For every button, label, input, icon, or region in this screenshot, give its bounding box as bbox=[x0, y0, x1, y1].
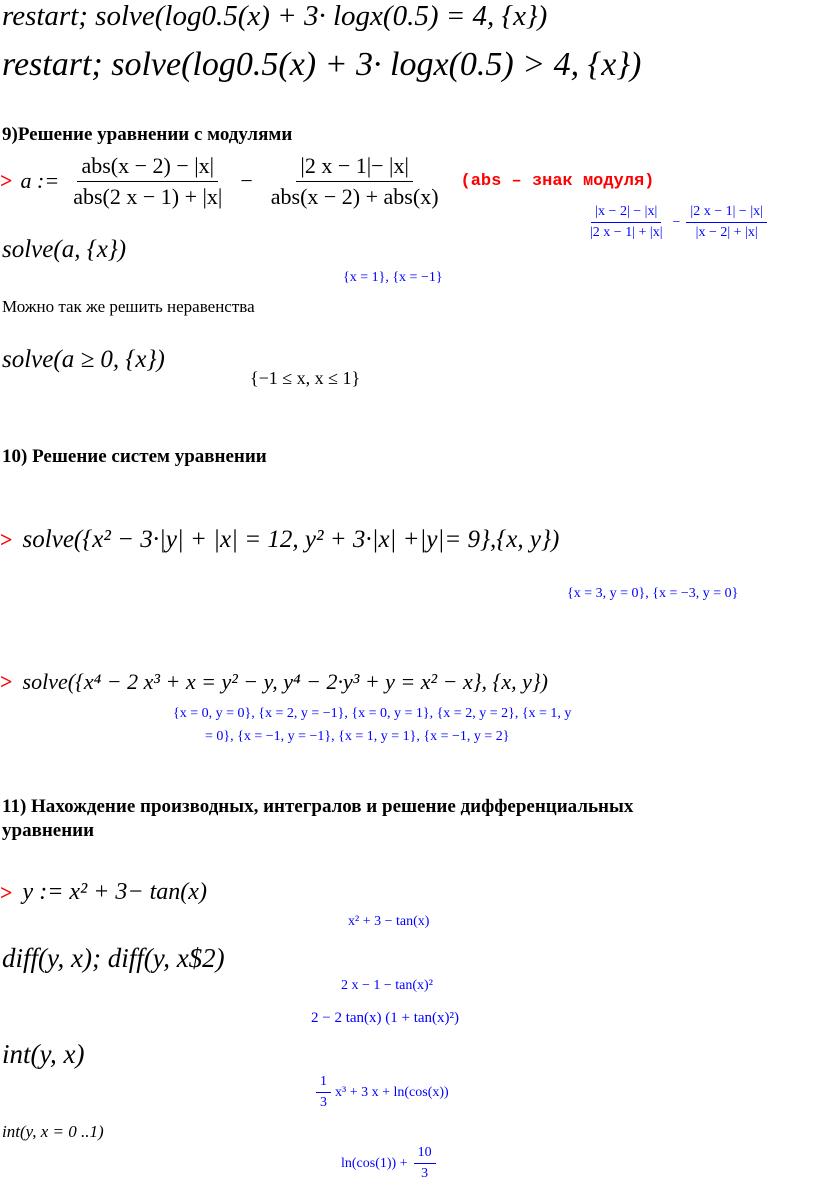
solve-a-output: {x = 1}, {x = −1} bbox=[343, 270, 443, 285]
a-output-fraction-1 bbox=[586, 204, 667, 241]
a-assign-lhs: a := bbox=[20, 168, 60, 193]
solve-inequality-command[interactable]: solve(a ≥ 0, {x}) bbox=[2, 346, 165, 373]
prompt-marker: > bbox=[0, 527, 13, 552]
section-11-heading-line-1: 11) Нахождение производных, интегралов и решение дифференциальных bbox=[2, 796, 634, 817]
section-10-heading: 10) Решение систем уравнении bbox=[2, 446, 267, 467]
fraction-denominator: |x − 2| + |x| bbox=[695, 225, 758, 240]
maple-command-inequality[interactable]: restart; solve(log0.5(x) + 3· logx(0.5) > 4, {x}) bbox=[2, 46, 642, 83]
system-1-command: solve({x² − 3·|y| + |x| = 12, y² + 3·|x| +|y|= 9},{x, y}) bbox=[22, 526, 560, 553]
int-output-rest: x³ + 3 x + ln(cos(x)) bbox=[335, 1084, 449, 1100]
solve-a-command[interactable]: solve(a, {x}) bbox=[2, 236, 127, 263]
fraction-denominator: abs(x − 2) + abs(x) bbox=[270, 183, 439, 209]
fraction-denominator: 3 bbox=[421, 1166, 429, 1181]
system-2-row[interactable] bbox=[0, 669, 548, 695]
a-output-fraction-2 bbox=[686, 204, 767, 241]
prompt-marker: > bbox=[0, 879, 13, 905]
int-command[interactable]: int(y, x) bbox=[2, 1039, 85, 1069]
y-definition-command: y := x² + 3− tan(x) bbox=[22, 879, 207, 905]
fraction-denominator: 3 bbox=[320, 1095, 327, 1110]
system-1-row[interactable] bbox=[0, 526, 559, 554]
a-fraction-1 bbox=[69, 153, 226, 210]
a-fraction-2 bbox=[267, 153, 443, 210]
fraction-denominator: |2 x − 1| + |x| bbox=[590, 225, 663, 240]
minus-sign: − bbox=[672, 214, 681, 230]
prompt-marker: > bbox=[0, 669, 13, 694]
minus-sign: − bbox=[240, 168, 253, 193]
abs-comment: (abs – знак модуля) bbox=[460, 171, 655, 191]
definite-int-output-lead: ln(cos(1)) + bbox=[341, 1155, 408, 1171]
system-2-output-line-1: {x = 0, y = 0}, {x = 2, y = −1}, {x = 0, y = 1}, {x = 2, y = 2}, {x = 1, y bbox=[173, 706, 572, 721]
fraction-numerator: abs(x − 2) − |x| bbox=[77, 153, 218, 182]
diff-output-1: 2 x − 1 − tan(x)² bbox=[341, 978, 433, 993]
section-11-heading-line-2: уравнении bbox=[2, 820, 95, 841]
solve-inequality-output: {−1 ≤ x, x ≤ 1} bbox=[250, 368, 361, 388]
system-2-command: solve({x⁴ − 2 x³ + x = y² − y, y⁴ − 2·y³ + y = x² − x}, {x, y}) bbox=[22, 669, 549, 694]
fraction-numerator: |x − 2| − |x| bbox=[591, 204, 661, 223]
system-2-output-line-2: = 0}, {x = −1, y = −1}, {x = 1, y = 1}, {x = −1, y = 2} bbox=[205, 729, 510, 744]
definite-int-command[interactable]: int(y, x = 0 ..1) bbox=[2, 1122, 104, 1141]
system-1-output: {x = 3, y = 0}, {x = −3, y = 0} bbox=[567, 586, 739, 601]
fraction-denominator: abs(2 x − 1) + |x| bbox=[73, 183, 223, 209]
definite-int-output-fraction bbox=[414, 1145, 436, 1182]
int-output bbox=[316, 1074, 449, 1111]
maple-command-equation[interactable]: restart; solve(log0.5(x) + 3· logx(0.5) = 4, {x}) bbox=[2, 0, 548, 32]
fraction-numerator: |2 x − 1| − |x| bbox=[686, 204, 767, 223]
a-definition-row[interactable] bbox=[0, 148, 654, 214]
y-definition-output: x² + 3 − tan(x) bbox=[348, 914, 430, 929]
int-output-fraction bbox=[316, 1074, 331, 1111]
fraction-numerator: |2 x − 1|− |x| bbox=[296, 153, 412, 182]
inequality-note: Можно так же решить неравенства bbox=[2, 297, 255, 316]
prompt-marker: > bbox=[0, 168, 13, 193]
y-definition-row[interactable] bbox=[0, 879, 207, 906]
diff-command[interactable]: diff(y, x); diff(y, x$2) bbox=[2, 943, 225, 973]
section-9-heading: 9)Решение уравнении с модулями bbox=[2, 124, 293, 145]
fraction-numerator: 10 bbox=[414, 1145, 436, 1164]
fraction-numerator: 1 bbox=[316, 1074, 331, 1093]
diff-output-2: 2 − 2 tan(x) (1 + tan(x)²) bbox=[311, 1010, 460, 1026]
definite-int-output bbox=[341, 1145, 436, 1182]
a-output bbox=[586, 204, 767, 241]
